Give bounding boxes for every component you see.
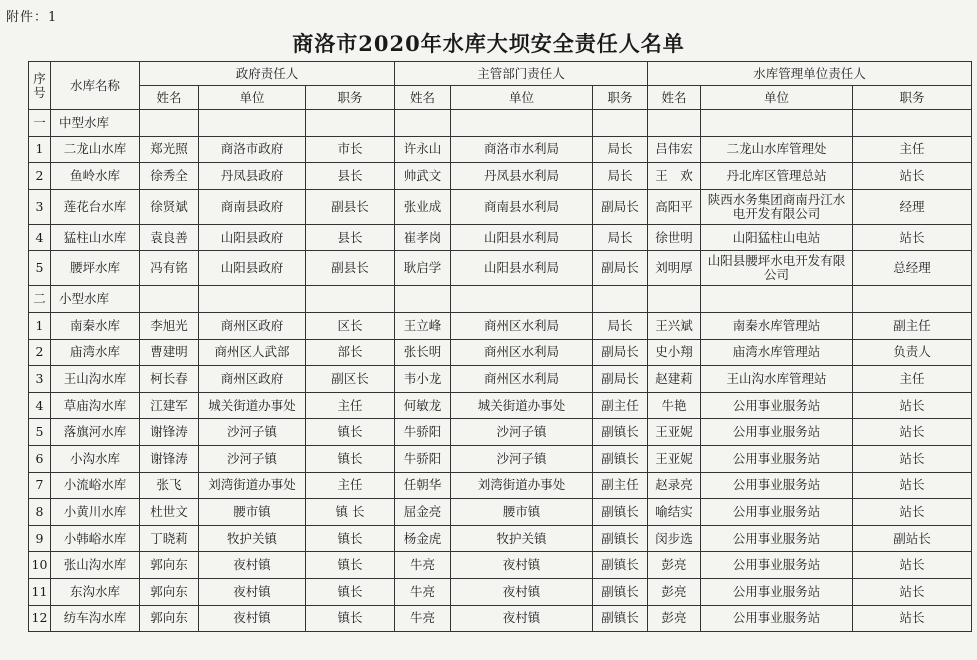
reservoir-name: 鱼岭水库 [51,163,140,190]
row-seq: 3 [29,366,51,393]
gov-position: 镇长 [306,419,395,446]
dept-position: 副镇长 [593,419,648,446]
table-row [29,605,972,632]
mgmt-unit: 公用事业服务站 [701,499,853,526]
gov-position: 副县长 [306,189,395,224]
empty-cell [593,286,648,313]
reservoir-name: 二龙山水库 [51,136,140,163]
mgmt-position: 副主任 [853,312,972,339]
gov-name: 袁良善 [140,224,199,251]
row-seq: 8 [29,499,51,526]
header-gov-name: 姓名 [140,86,199,110]
reservoir-name: 猛柱山水库 [51,224,140,251]
row-seq: 10 [29,552,51,579]
empty-cell [648,286,701,313]
reservoir-name: 小韩峪水库 [51,525,140,552]
dept-position: 副镇长 [593,445,648,472]
gov-name: 谢锋涛 [140,445,199,472]
dept-position: 副主任 [593,392,648,419]
dept-unit: 丹凤县水利局 [451,163,593,190]
gov-name: 徐秀全 [140,163,199,190]
dept-position: 副局长 [593,189,648,224]
empty-cell [306,286,395,313]
mgmt-name: 闵步选 [648,525,701,552]
mgmt-unit: 南秦水库管理站 [701,312,853,339]
mgmt-unit: 陕西水务集团商南丹江水电开发有限公司 [701,189,853,224]
row-seq: 2 [29,163,51,190]
gov-name: 杜世文 [140,499,199,526]
mgmt-name: 赵建莉 [648,366,701,393]
empty-cell [451,110,593,137]
header-dept-unit: 单位 [451,86,593,110]
table-row [29,312,972,339]
mgmt-position: 站长 [853,419,972,446]
header-mgmt-name: 姓名 [648,86,701,110]
row-seq: 9 [29,525,51,552]
mgmt-position: 总经理 [853,251,972,286]
dept-name: 帅武文 [395,163,451,190]
mgmt-position: 负责人 [853,339,972,366]
dept-name: 何敏龙 [395,392,451,419]
table-row [29,472,972,499]
dept-unit: 商南县水利局 [451,189,593,224]
table-row [29,578,972,605]
empty-cell [140,110,199,137]
gov-position: 镇 长 [306,499,395,526]
reservoir-name: 庙湾水库 [51,339,140,366]
dept-name: 牛骄阳 [395,419,451,446]
gov-name: 郑光照 [140,136,199,163]
gov-unit: 商州区人武部 [199,339,306,366]
header-mgmt-group: 水库管理单位责任人 [648,62,972,86]
reservoir-name: 纺车沟水库 [51,605,140,632]
dept-position: 副局长 [593,251,648,286]
dept-position: 副镇长 [593,552,648,579]
dept-unit: 夜村镇 [451,578,593,605]
table-row [29,251,972,286]
section-label: 小型水库 [51,286,140,313]
mgmt-unit: 公用事业服务站 [701,552,853,579]
gov-unit: 商南县政府 [199,189,306,224]
empty-cell [648,110,701,137]
empty-cell [853,110,972,137]
dept-unit: 沙河子镇 [451,419,593,446]
empty-cell [395,110,451,137]
mgmt-unit: 公用事业服务站 [701,419,853,446]
dept-unit: 山阳县水利局 [451,224,593,251]
gov-position: 主任 [306,472,395,499]
responsibility-table [28,61,972,632]
dept-name: 牛亮 [395,578,451,605]
header-dept-name: 姓名 [395,86,451,110]
mgmt-unit: 王山沟水库管理站 [701,366,853,393]
gov-name: 李旭光 [140,312,199,339]
mgmt-name: 吕伟宏 [648,136,701,163]
row-seq: 3 [29,189,51,224]
reservoir-name: 小黄川水库 [51,499,140,526]
gov-position: 镇长 [306,525,395,552]
row-seq: 7 [29,472,51,499]
header-dept-group: 主管部门责任人 [395,62,648,86]
mgmt-name: 刘明厚 [648,251,701,286]
header-reservoir-name: 水库名称 [51,62,140,110]
header-mgmt-unit: 单位 [701,86,853,110]
gov-position: 镇长 [306,445,395,472]
dept-unit: 商州区水利局 [451,366,593,393]
section-seq: 二 [29,286,51,313]
dept-name: 屈金亮 [395,499,451,526]
dept-unit: 牧护关镇 [451,525,593,552]
dept-unit: 商州区水利局 [451,312,593,339]
dept-unit: 刘湾街道办事处 [451,472,593,499]
dept-unit: 夜村镇 [451,605,593,632]
mgmt-name: 王兴斌 [648,312,701,339]
gov-name: 谢锋涛 [140,419,199,446]
attachment-label: 附件：1 [6,10,58,25]
gov-unit: 夜村镇 [199,552,306,579]
mgmt-unit: 公用事业服务站 [701,392,853,419]
mgmt-position: 站长 [853,472,972,499]
dept-position: 副镇长 [593,525,648,552]
gov-position: 县长 [306,224,395,251]
row-seq: 5 [29,419,51,446]
gov-unit: 沙河子镇 [199,445,306,472]
dept-name: 张长明 [395,339,451,366]
empty-cell [701,110,853,137]
section-row [29,286,972,313]
dept-position: 局长 [593,136,648,163]
mgmt-unit: 公用事业服务站 [701,525,853,552]
mgmt-name: 徐世明 [648,224,701,251]
gov-position: 副区长 [306,366,395,393]
header-row-groups [29,62,972,86]
gov-position: 市长 [306,136,395,163]
section-seq: 一 [29,110,51,137]
mgmt-unit: 山阳县腰坪水电开发有限公司 [701,251,853,286]
mgmt-unit: 丹北库区管理总站 [701,163,853,190]
gov-position: 区长 [306,312,395,339]
dept-name: 王立峰 [395,312,451,339]
mgmt-position: 站长 [853,163,972,190]
mgmt-unit: 庙湾水库管理站 [701,339,853,366]
row-seq: 1 [29,136,51,163]
dept-unit: 沙河子镇 [451,445,593,472]
dept-name: 崔孝岗 [395,224,451,251]
gov-name: 柯长春 [140,366,199,393]
dept-position: 局长 [593,312,648,339]
header-mgmt-position: 职务 [853,86,972,110]
empty-cell [593,110,648,137]
row-seq: 1 [29,312,51,339]
mgmt-name: 彭亮 [648,605,701,632]
table-row [29,136,972,163]
gov-position: 镇长 [306,605,395,632]
table-row [29,525,972,552]
gov-name: 徐贤斌 [140,189,199,224]
mgmt-position: 副站长 [853,525,972,552]
gov-name: 冯有铭 [140,251,199,286]
reservoir-name: 莲花台水库 [51,189,140,224]
gov-unit: 山阳县政府 [199,251,306,286]
section-row [29,110,972,137]
reservoir-name: 草庙沟水库 [51,392,140,419]
empty-cell [853,286,972,313]
row-seq: 5 [29,251,51,286]
table-row [29,163,972,190]
dept-name: 张业成 [395,189,451,224]
header-seq: 序号 [29,62,51,110]
empty-cell [199,286,306,313]
mgmt-name: 王 欢 [648,163,701,190]
dept-name: 耿启学 [395,251,451,286]
empty-cell [306,110,395,137]
mgmt-name: 彭亮 [648,578,701,605]
dept-unit: 商州区水利局 [451,339,593,366]
mgmt-name: 彭亮 [648,552,701,579]
mgmt-position: 站长 [853,392,972,419]
gov-name: 郭向东 [140,578,199,605]
empty-cell [199,110,306,137]
reservoir-name: 小流峪水库 [51,472,140,499]
dept-name: 牛亮 [395,605,451,632]
gov-name: 丁晓莉 [140,525,199,552]
mgmt-position: 站长 [853,552,972,579]
dept-position: 副局长 [593,366,648,393]
mgmt-position: 站长 [853,605,972,632]
mgmt-name: 喻结实 [648,499,701,526]
mgmt-position: 主任 [853,136,972,163]
empty-cell [701,286,853,313]
reservoir-name: 王山沟水库 [51,366,140,393]
mgmt-name: 王亚妮 [648,445,701,472]
gov-unit: 沙河子镇 [199,419,306,446]
table-row [29,189,972,224]
gov-unit: 山阳县政府 [199,224,306,251]
gov-unit: 商州区政府 [199,312,306,339]
table-row [29,419,972,446]
section-label: 中型水库 [51,110,140,137]
mgmt-unit: 公用事业服务站 [701,605,853,632]
header-dept-position: 职务 [593,86,648,110]
empty-cell [451,286,593,313]
mgmt-position: 经理 [853,189,972,224]
dept-position: 副主任 [593,472,648,499]
reservoir-name: 腰坪水库 [51,251,140,286]
mgmt-name: 赵录亮 [648,472,701,499]
gov-position: 县长 [306,163,395,190]
dept-unit: 城关街道办事处 [451,392,593,419]
reservoir-name: 东沟水库 [51,578,140,605]
dept-unit: 山阳县水利局 [451,251,593,286]
dept-name: 杨金虎 [395,525,451,552]
gov-name: 江建军 [140,392,199,419]
mgmt-position: 站长 [853,499,972,526]
dept-name: 许永山 [395,136,451,163]
mgmt-unit: 公用事业服务站 [701,472,853,499]
row-seq: 12 [29,605,51,632]
mgmt-name: 牛艳 [648,392,701,419]
gov-position: 镇长 [306,552,395,579]
mgmt-name: 史小翔 [648,339,701,366]
row-seq: 4 [29,392,51,419]
mgmt-position: 站长 [853,445,972,472]
row-seq: 2 [29,339,51,366]
table-row [29,445,972,472]
mgmt-unit: 二龙山水库管理处 [701,136,853,163]
header-gov-position: 职务 [306,86,395,110]
gov-position: 部长 [306,339,395,366]
dept-name: 任朝华 [395,472,451,499]
dept-position: 副镇长 [593,605,648,632]
gov-name: 郭向东 [140,552,199,579]
document-title: 商洛市2020年水库大坝安全责任人名单 [292,31,685,56]
dept-name: 牛亮 [395,552,451,579]
table-body [29,110,972,632]
empty-cell [395,286,451,313]
reservoir-name: 小沟水库 [51,445,140,472]
dept-name: 韦小龙 [395,366,451,393]
gov-unit: 商州区政府 [199,366,306,393]
reservoir-name: 落旗河水库 [51,419,140,446]
header-row-fields [29,86,972,110]
dept-name: 牛骄阳 [395,445,451,472]
gov-unit: 城关街道办事处 [199,392,306,419]
empty-cell [140,286,199,313]
dept-position: 副镇长 [593,499,648,526]
gov-unit: 牧护关镇 [199,525,306,552]
table-row [29,392,972,419]
row-seq: 6 [29,445,51,472]
gov-position: 镇长 [306,578,395,605]
gov-unit: 夜村镇 [199,605,306,632]
mgmt-position: 站长 [853,578,972,605]
reservoir-name: 南秦水库 [51,312,140,339]
table-row [29,552,972,579]
dept-unit: 腰市镇 [451,499,593,526]
header-gov-group: 政府责任人 [140,62,395,86]
mgmt-name: 王亚妮 [648,419,701,446]
mgmt-unit: 公用事业服务站 [701,578,853,605]
row-seq: 4 [29,224,51,251]
mgmt-unit: 公用事业服务站 [701,445,853,472]
dept-position: 副镇长 [593,578,648,605]
mgmt-position: 主任 [853,366,972,393]
mgmt-name: 高阳平 [648,189,701,224]
gov-unit: 商洛市政府 [199,136,306,163]
mgmt-unit: 山阳猛柱山电站 [701,224,853,251]
gov-unit: 刘湾街道办事处 [199,472,306,499]
gov-unit: 夜村镇 [199,578,306,605]
gov-name: 曹建明 [140,339,199,366]
dept-position: 局长 [593,163,648,190]
gov-name: 郭向东 [140,605,199,632]
header-gov-unit: 单位 [199,86,306,110]
gov-unit: 腰市镇 [199,499,306,526]
gov-position: 副县长 [306,251,395,286]
row-seq: 11 [29,578,51,605]
gov-name: 张飞 [140,472,199,499]
table-row [29,499,972,526]
dept-position: 副局长 [593,339,648,366]
gov-unit: 丹凤县政府 [199,163,306,190]
table-row [29,224,972,251]
dept-position: 局长 [593,224,648,251]
mgmt-position: 站长 [853,224,972,251]
reservoir-name: 张山沟水库 [51,552,140,579]
dept-unit: 商洛市水利局 [451,136,593,163]
gov-position: 主任 [306,392,395,419]
table-row [29,339,972,366]
table-row [29,366,972,393]
dept-unit: 夜村镇 [451,552,593,579]
